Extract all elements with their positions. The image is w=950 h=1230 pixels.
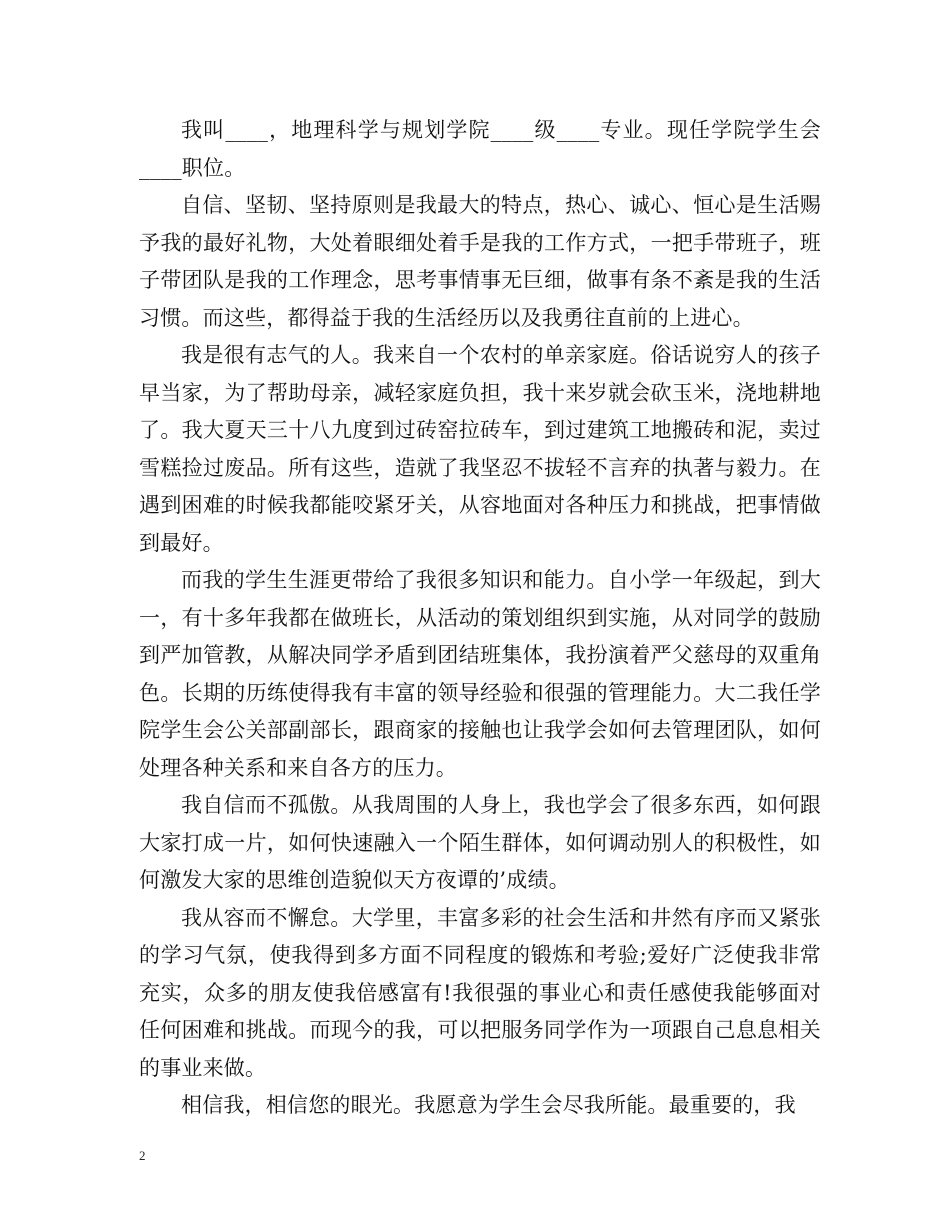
paragraph-confidence: 我自信而不孤傲。从我周围的人身上，我也学会了很多东西，如何跟大家打成一片，如何快速融入一个陌生群体，如何调动别人的积极性，如何激发大家的思维创造貌似天方夜谭的’成绩。	[139, 793, 821, 892]
paragraph-closing: 相信我，相信您的眼光。我愿意为学生会尽我所能。最重要的，我	[181, 1093, 796, 1117]
page-number: 2	[139, 1148, 146, 1163]
document-body	[139, 112, 821, 1125]
paragraph-student-career: 而我的学生生涯更带给了我很多知识和能力。自小学一年级起，到大一，有十多年我都在做班长，从活动的策划组织到实施，从对同学的鼓励到严加管教，从解决同学矛盾到团结班集体，我扮演着严父慈母的双重角色。长期的历练使得我有丰富的领导经验和很强的管理能力。大二我任学院学生会公关部副部长，跟商家的接触也让我学会如何去管理团队，如何处理各种关系和来自各方的压力。	[139, 568, 821, 780]
paragraph-background: 我是很有志气的人。我来自一个农村的单亲家庭。俗话说穷人的孩子早当家，为了帮助母亲，减轻家庭负担，我十来岁就会砍玉米，浇地耕地了。我大夏天三十八九度到过砖窑拉砖车，到过建筑工地搬砖和泥，卖过雪糕捡过废品。所有这些，造就了我坚忍不拔轻不言弃的执著与毅力。在遇到困难的时候我都能咬紧牙关，从容地面对各种压力和挑战，把事情做到最好。	[139, 343, 821, 555]
paragraph-introduction: 我叫____，地理科学与规划学院____级____专业。现任学院学生会____职位。	[139, 118, 821, 180]
paragraph-characteristics: 自信、坚韧、坚持原则是我最大的特点，热心、诚心、恒心是生活赐予我的最好礼物，大处着眼细处着手是我的工作方式，一把手带班子，班子带团队是我的工作理念，思考事情事无巨细，做事有条不紊是我的生活习惯。而这些，都得益于我的生活经历以及我勇往直前的上进心。	[139, 193, 821, 330]
paragraph-composure: 我从容而不懈怠。大学里，丰富多彩的社会生活和井然有序而又紧张的学习气氛，使我得到多方面不同程度的锻炼和考验;爱好广泛使我非常充实，众多的朋友使我倍感富有!我很强的事业心和责任感使我能够面对任何困难和挑战。而现今的我，可以把服务同学作为一项跟自己息息相关的事业来做。	[139, 905, 821, 1080]
